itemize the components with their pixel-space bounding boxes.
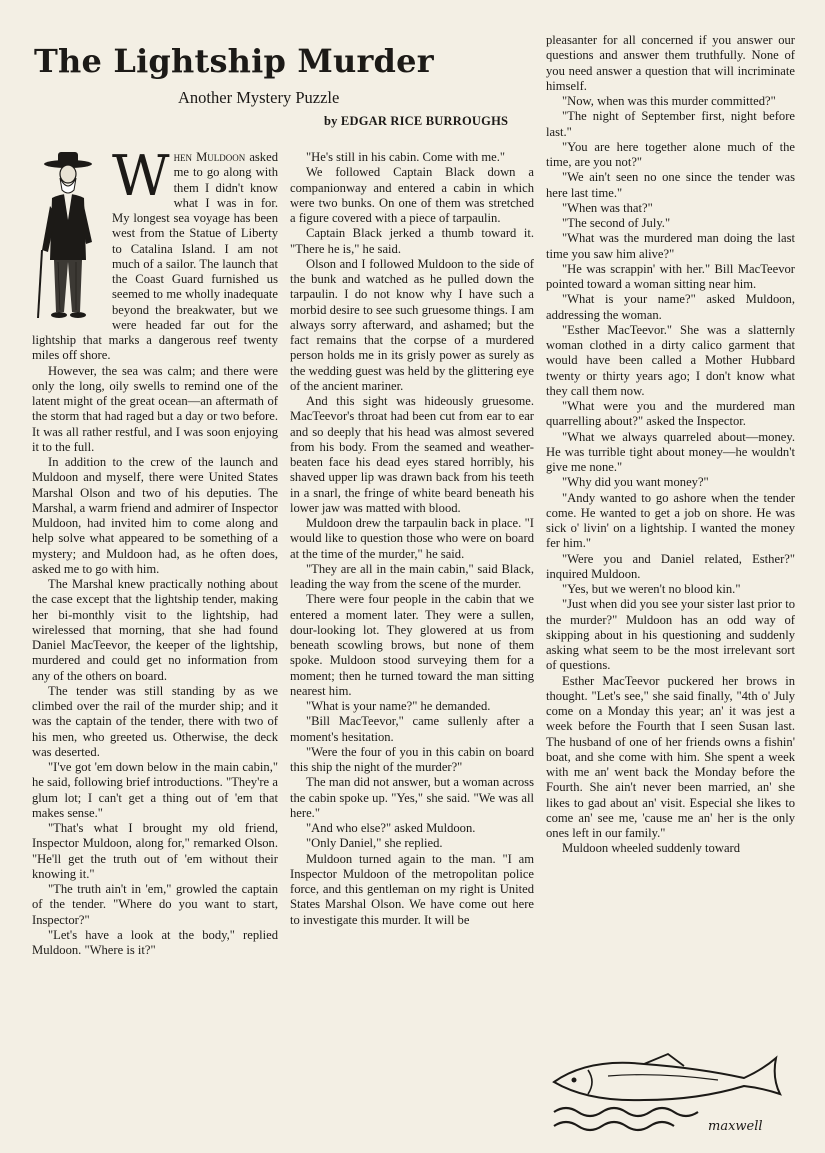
paragraph: "Yes, but we weren't no blood kin." — [562, 582, 741, 596]
paragraph: "What was the murdered man doing the last time you saw him alive?" — [546, 231, 795, 261]
paragraph: "Only Daniel," she replied. — [306, 836, 443, 851]
paragraph: "The truth ain't in 'em," growled the captain of the tender. "Where do you want to start, Inspector?" — [32, 882, 278, 927]
paragraph: Esther MacTeevor puckered her brows in thought. "Let's see," she said finally, "4th o' July come on a Monday this year; an' it was jest a week before the Fourth that I seen Susan last. The husband of one of her friends owns a fishin' boat, and she come with him. She spent a week with me an' went back the Monday before the Fourth. She ain't never been married, an' she likes to gad about an' visit. Especial she likes to come an' see me, 'cause me an' her is the only ones left in our family." — [546, 673, 795, 840]
paragraph-text: asked me to go along with them I didn't know what I was in for. My longest sea voyage has been west from the Statue of Liberty to Catalina Island. I am not much of a sailor. The launch that the Coast Guard furnished us seemed to me wholly inadequate beyond the breakwater, but we were headed far out for the lightship that marks a dangerous reef twenty miles off shore. — [32, 150, 278, 363]
paragraph: "The second of July." — [562, 216, 671, 230]
paragraph: We followed Captain Black down a companionway and entered a cabin in which were two bunks. On one of them was stretched a figure covered with a piece of tarpaulin. — [290, 165, 534, 225]
paragraph: "And who else?" asked Muldoon. — [306, 821, 476, 835]
text-column-1 — [32, 144, 278, 958]
paragraph: pleasanter for all concerned if you answer our questions and answer them truthfully. None of you need answer a question that will incriminate himself. — [546, 33, 795, 93]
paragraph: The tender was still standing by as we climbed over the rail of the murder ship; and it was the captain of the tender, there with two of his men, who greeted us. Otherwise, the deck was deserted. — [32, 683, 278, 759]
paragraph: "That's what I brought my old friend, Inspector Muldoon, along for," remarked Olson. "He'll get the truth out of 'em without their knowing it." — [32, 821, 278, 881]
author-byline: by EDGAR RICE BURROUGHS — [324, 114, 509, 128]
paragraph: The man did not answer, but a woman across the cabin spoke up. "Yes," she said. "We was all here." — [290, 775, 534, 820]
paragraph: "We ain't seen no one since the tender was here last time." — [546, 170, 795, 200]
paragraph: There were four people in the cabin that we entered a moment later. They were a sullen, dour-looking lot. They glowered at us from beneath scowling brows, but none of them spoke. Muldoon stood surveying them for a moment; then he turned toward the man sitting nearest him. — [290, 592, 534, 698]
paragraph: "When was that?" — [562, 200, 653, 215]
paragraph: "I've got 'em down below in the main cabin," he said, following brief introductions. "They're a glum lot; I can't get a thing out of 'em that makes sense." — [32, 760, 278, 820]
paragraph: However, the sea was calm; and there were only the long, oily swells to remind one of the latent might of the great ocean—an aftermath of the storm that had raged but a day or two before. It was all rather restful, and I was soon enjoying it to the full. — [32, 363, 278, 454]
paragraph: "Andy wanted to go ashore when the tender come. He wanted to get a job on shore. He was sick o' livin' on a lightship. I wanted the money fer him." — [546, 490, 795, 551]
paragraph: Olson and I followed Muldoon to the side of the bunk and watched as he pulled down the tarpaulin. I do not know why I have such a morbid desire to see such gruesome things. I am always sorry afterward, and ashamed; but the fact remains that the corpse of a murdered person holds me in its grisly power as surely as the wedding guest was held by the glittering eye of the ancient mariner. — [290, 256, 534, 393]
paragraph: "He's still in his cabin. Come with me." — [306, 150, 505, 164]
paragraph: In addition to the crew of the launch and Muldoon and myself, there were United States Marshal Olson and two of his deputies. The Marshal, a warm friend and admirer of Inspector Muldoon, had invited him to come along and help solve what appeared to be something of a mystery; and Muldoon had, as he often does, asked me to go with him. — [32, 455, 278, 576]
paragraph: "You are here together alone much of the time, are you not?" — [546, 139, 795, 169]
paragraph: And this sight was hideously gruesome. MacTeevor's throat had been cut from ear to ear and so deeply that his head was almost severed from his body. From the seamed and weather-beaten face his dead eyes stared horribly, his shaved upper lip was drawn back from his teeth in a snarl, the fringe of white beard beneath his lower jaw was matted with blood. — [290, 394, 534, 515]
paragraph: "What were you and the murdered man quarrelling about?" asked the Inspector. — [546, 399, 795, 429]
paragraph: "Esther MacTeevor." She was a slatternly woman clothed in a dirty calico garment that would have been called a Mother Hubbard twenty or thirty years ago; I don't know what they call them now. — [546, 322, 795, 398]
article-subtitle: Another Mystery Puzzle — [178, 88, 340, 107]
paragraph: "What is your name?" asked Muldoon, addressing the woman. — [546, 292, 795, 322]
paragraph: "He was scrappin' with her." Bill MacTeevor pointed toward a woman sitting near him. — [546, 261, 795, 291]
paragraph: "What we always quarreled about—money. He was turrible tight about money—he wouldn't give me none." — [546, 429, 795, 474]
paragraph: "Were the four of you in this cabin on board this ship the night of the murder?" — [290, 744, 534, 774]
paragraph: The Marshal knew practically nothing about the case except that the lightship tender, making her bi-monthly visit to the lightship, had wirelessed that morning, that she had found Daniel MacTeevor, the keeper of the lightship, murdered and could get no information from any of the others on board. — [32, 577, 278, 683]
paragraph: Muldoon wheeled suddenly toward — [562, 841, 741, 856]
paragraph: Muldoon turned again to the man. "I am Inspector Muldoon of the metropolitan police force, and this gentleman on my right is United States Marshal Olson. We have come out here to investigate this murder. It will be — [290, 851, 534, 927]
paragraph: Muldoon drew the tarpaulin back in place. "I would like to question those who were on board at the time of the murder," he said. — [290, 516, 534, 561]
paragraph: "Let's have a look at the body," replied Muldoon. "Where is it?" — [32, 927, 278, 957]
paragraph: "What is your name?" he demanded. — [306, 699, 491, 713]
drop-cap: W — [112, 144, 170, 209]
paragraph: Captain Black jerked a thumb toward it. "There he is," he said. — [290, 226, 534, 256]
artist-signature: maxwell — [708, 1119, 763, 1134]
paragraph: "Why did you want money?" — [562, 475, 709, 490]
paragraph: "Just when did you see your sister last prior to the murder?" Muldoon has an odd way of skipping about in his questioning and suddenly asking what seem to be the most irrelevant sort of questions. — [546, 597, 795, 673]
text-column-3 — [546, 33, 795, 857]
detective-portrait-illustration — [28, 150, 108, 330]
paragraph: "The night of September first, night before last." — [546, 109, 795, 139]
paragraph: "They are all in the main cabin," said Black, leading the way from the scene of the murder. — [290, 561, 534, 591]
paragraph: "Bill MacTeevor," came sullenly after a moment's hesitation. — [290, 714, 534, 744]
text-column-2 — [290, 150, 534, 928]
lead-small-caps: hen Muldoon — [173, 150, 246, 164]
fish-waves-illustration — [548, 1050, 798, 1142]
paragraph: "Now, when was this murder committed?" — [562, 94, 776, 108]
paragraph: "Were you and Daniel related, Esther?" inquired Muldoon. — [546, 551, 795, 581]
article-title: The Lightship Murder — [34, 42, 434, 80]
